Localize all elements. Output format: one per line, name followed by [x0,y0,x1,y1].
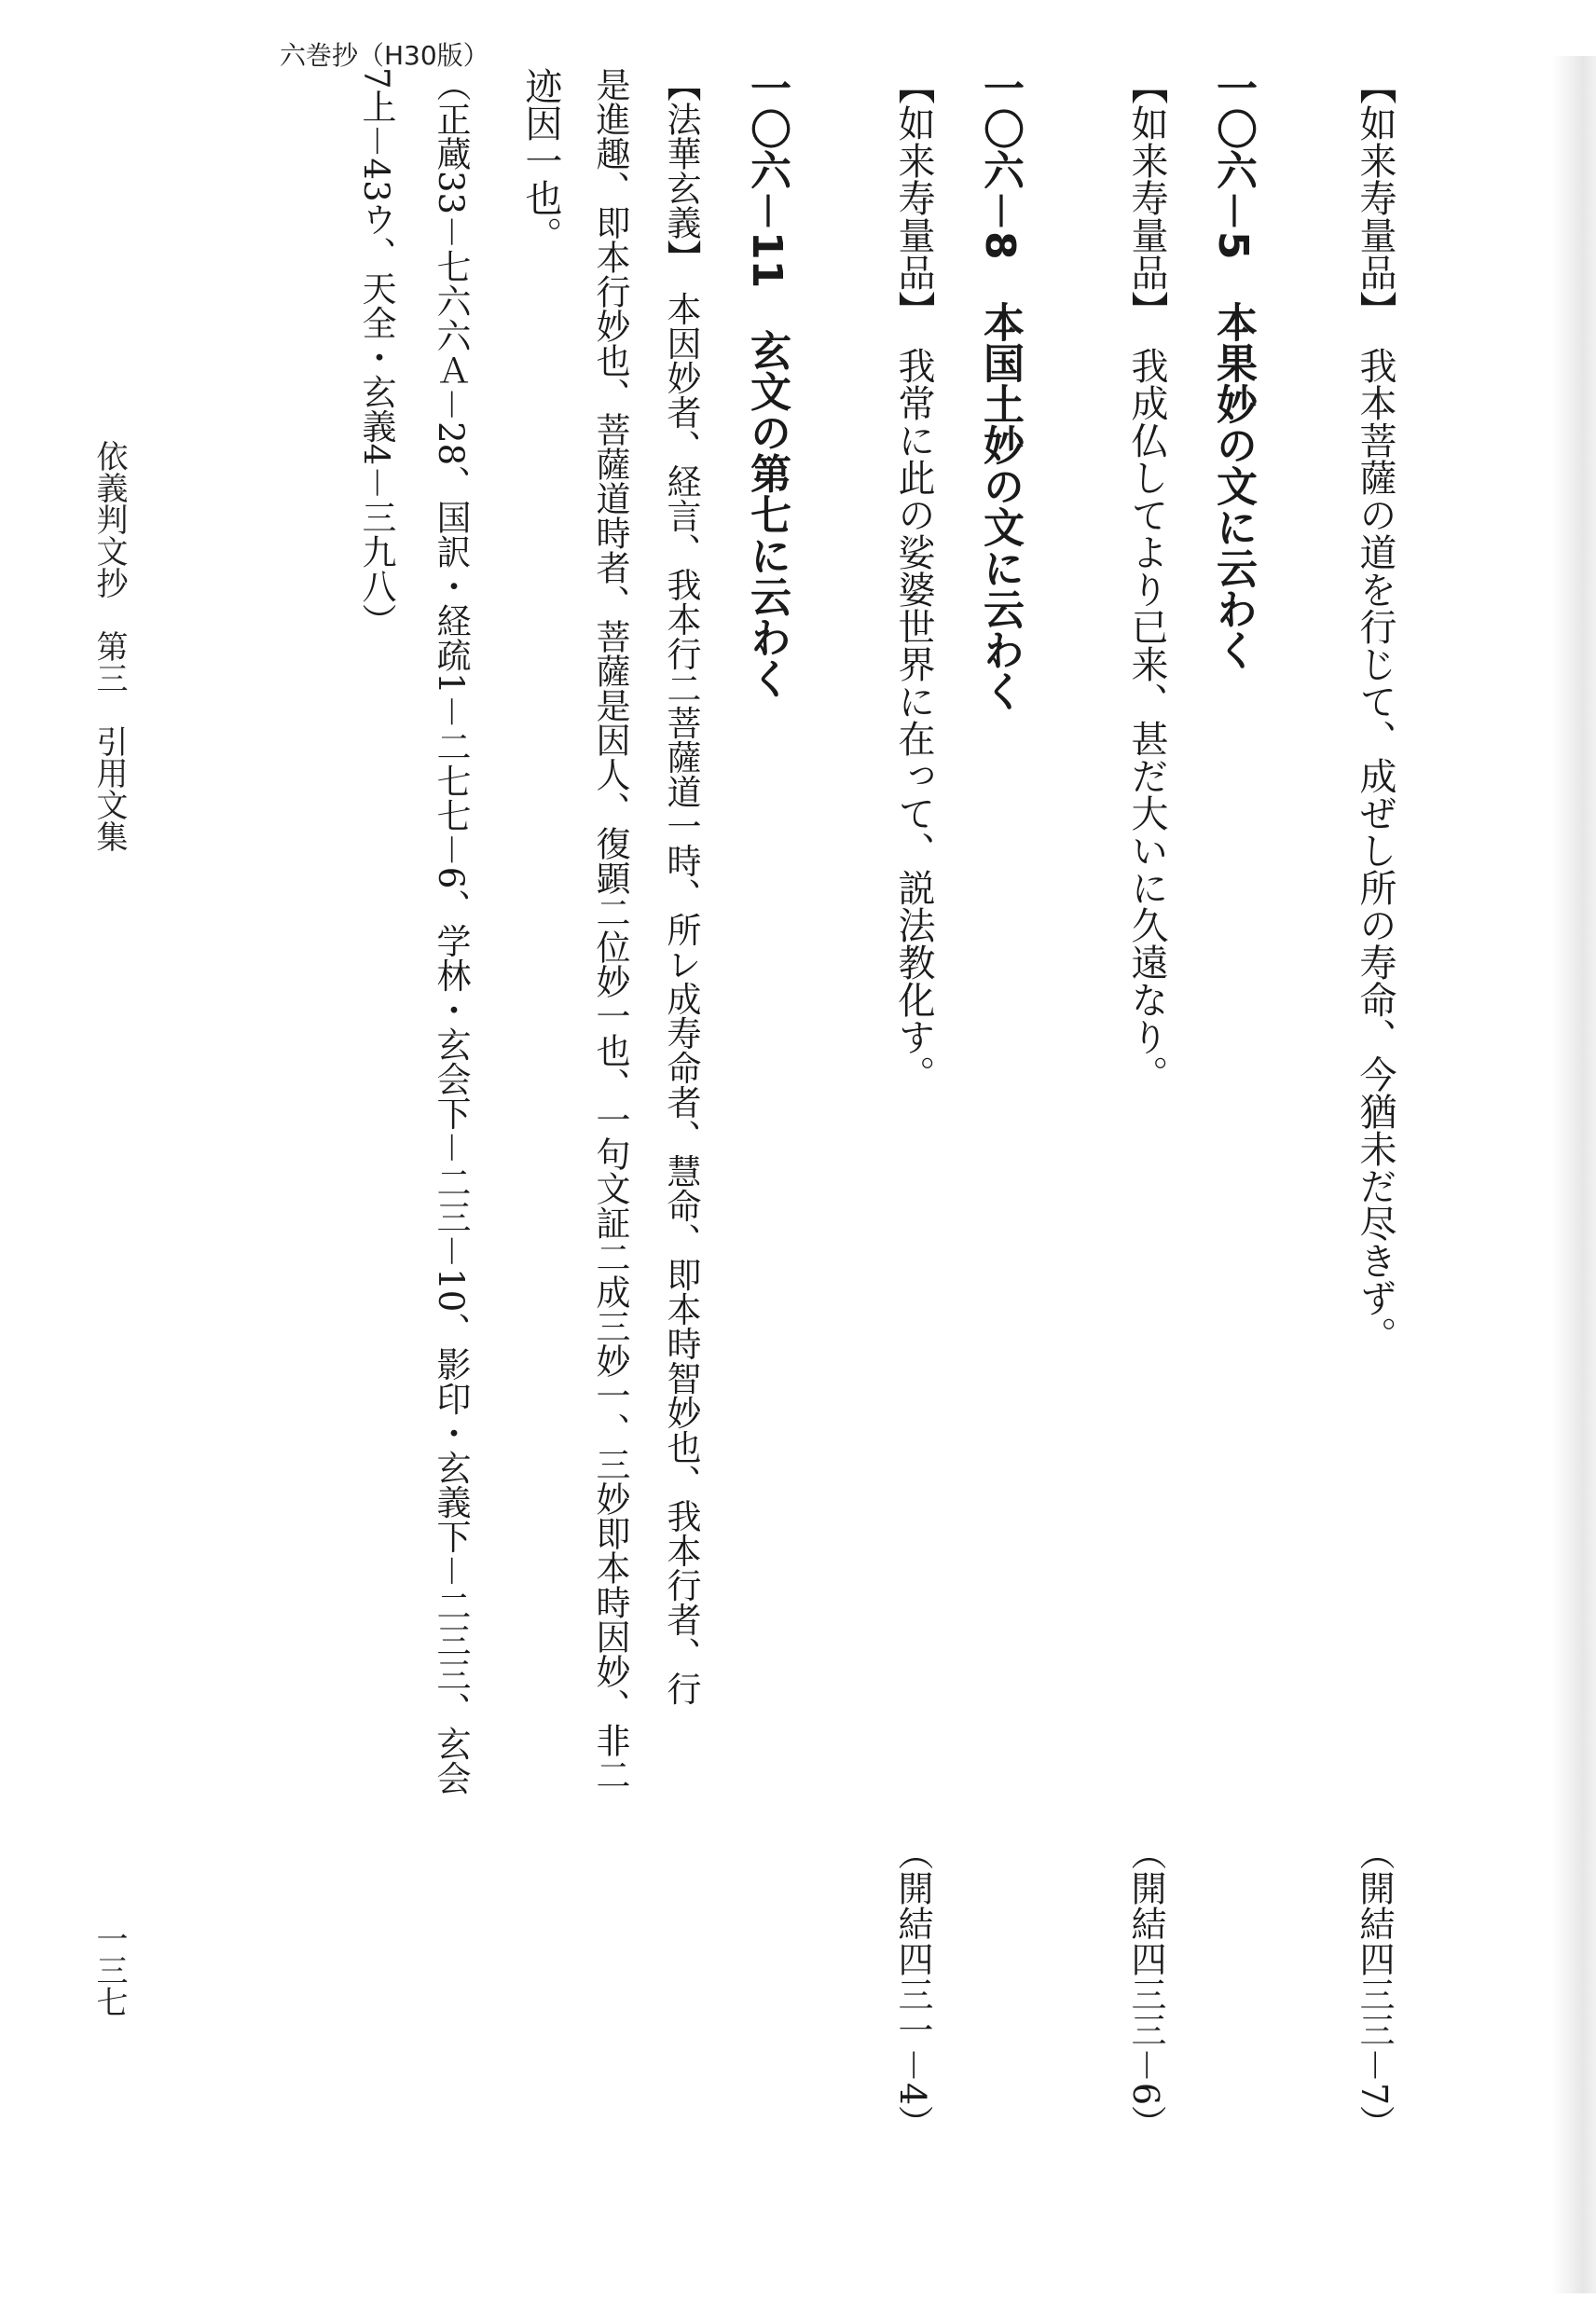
entry4-citation-line-1: （正蔵33－七六六Ａ－28、国訳・経疏1－二七七－6、学林・玄会下－二三－10、影印・玄義下－二三三、玄会 [431,67,471,1796]
book-title-footer: 依義判文抄 第三 引用文集 [90,440,128,852]
entry3-reference: （開結四三一－4） [892,1835,933,2141]
page-edge-shadow [1551,56,1596,2293]
entry3-source-line: 【如来寿量品】 我常に此の娑婆世界に在って、説法教化す。 [892,67,935,1093]
entry4-line-2: 是進趣、即本行妙也、菩薩道時者、菩薩是因人、復顕二位妙一也、一句文証二成三妙一、三妙即本時因妙、非二 [590,67,630,1792]
entry1-source-line: 【如来寿量品】 我本菩薩の道を行じて、成ぜし所の寿命、今猶未だ尽きず。 [1354,67,1396,1354]
entry3-heading: 一〇六－8 本国土妙の文に云わく [976,67,1024,711]
entry4-citation-line-2: 7上－43ウ、天全・玄義4－三九八） [356,67,396,639]
entry2-reference: （開結四三三－6） [1125,1835,1166,2141]
entry4-line-1: 【法華玄義】 本因妙者、経言、我本行二菩薩道一時、所レ成寿命者、慧命、即本時智妙也、我本行者、行 [661,67,701,1706]
entry4-heading: 一〇六－11 玄文の第七に云わく [743,67,791,699]
page-number: 一三七 [90,1922,128,2017]
entry1-reference: （開結四三三－7） [1354,1835,1395,2141]
entry2-heading: 一〇六－5 本果妙の文に云わく [1209,67,1257,670]
entry2-source-line: 【如来寿量品】 我成仏してより已来、甚だ大いに久遠なり。 [1125,67,1168,1093]
running-header: 六巻抄（H30版） [280,40,489,71]
entry4-line-3: 迹因一也。 [519,67,562,254]
